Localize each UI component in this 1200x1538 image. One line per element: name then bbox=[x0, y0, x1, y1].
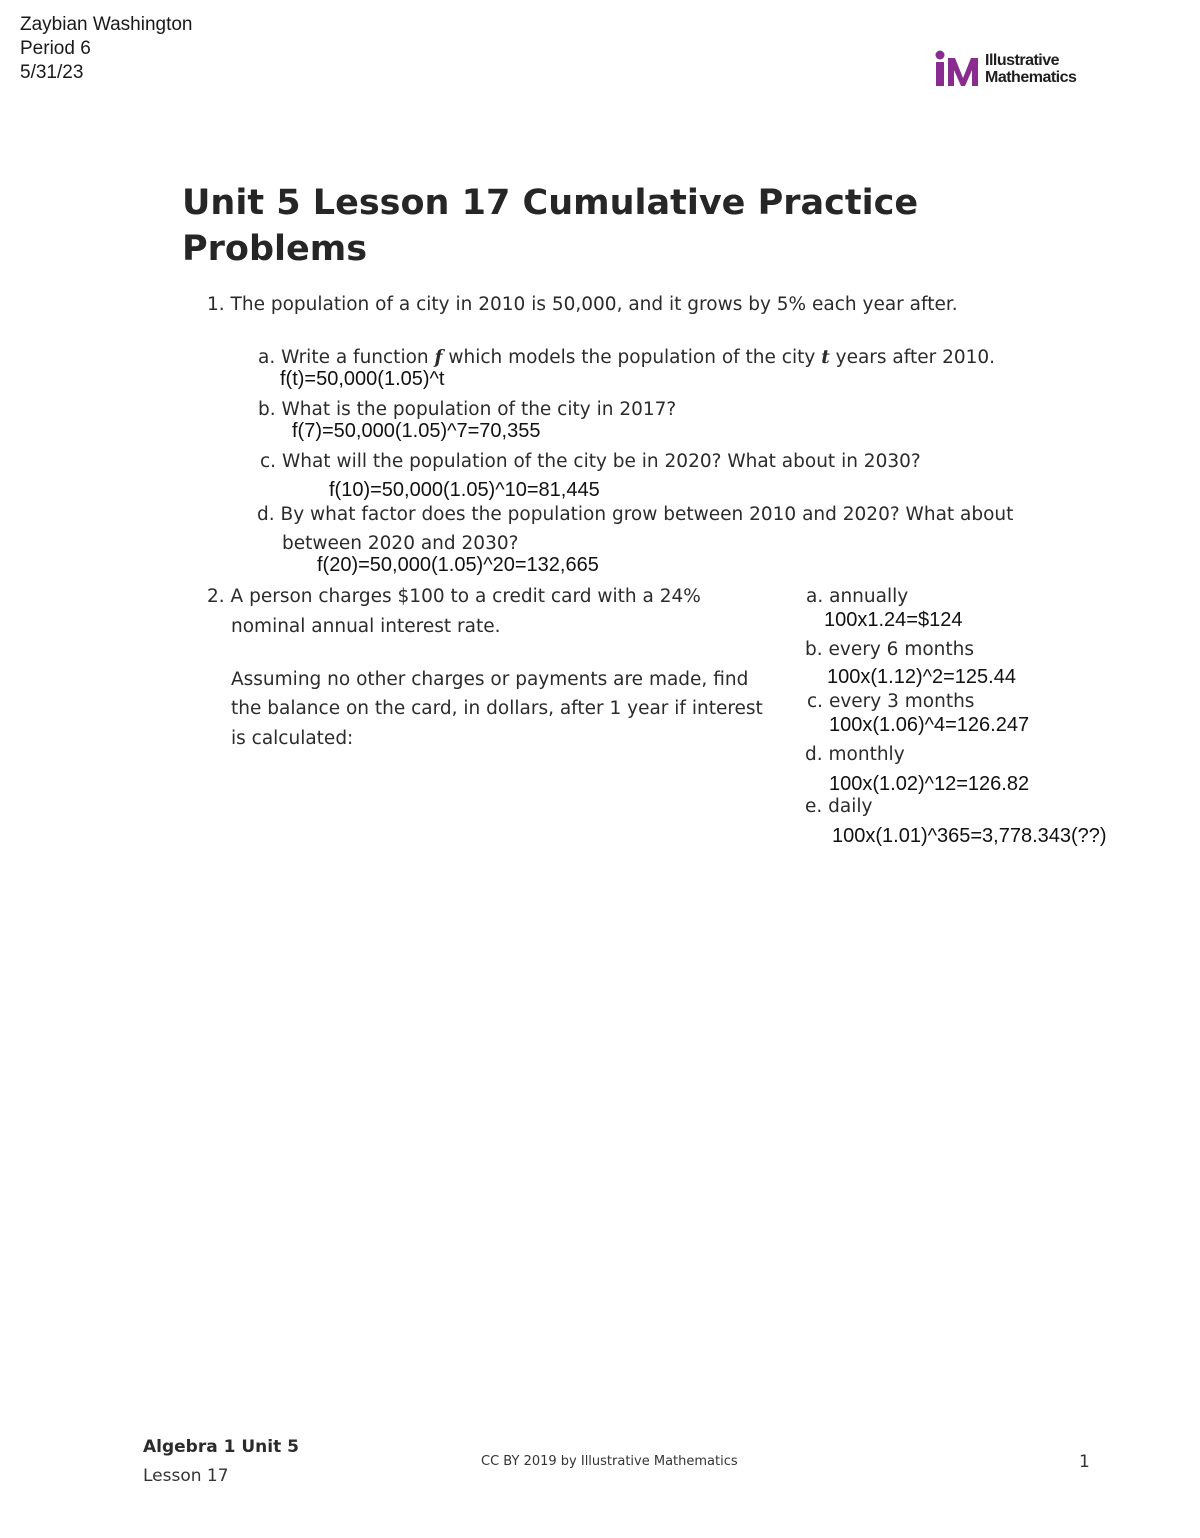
part-text: What is the population of the city in 2017? bbox=[281, 399, 677, 420]
answer-2b: 100x(1.12)^2=125.44 bbox=[827, 666, 1016, 688]
problem-1c bbox=[260, 449, 921, 475]
part-text: By what factor does the population grow between 2010 and 2020? What about bbox=[280, 504, 1014, 525]
part-text: every 3 months bbox=[828, 691, 975, 712]
part-label: c. bbox=[807, 691, 824, 712]
answer-2e: 100x(1.01)^365=3,778.343(??) bbox=[832, 825, 1107, 847]
part-label: d. bbox=[805, 744, 823, 765]
footer-lesson: Lesson 17 bbox=[143, 1466, 229, 1486]
logo-line-2: Mathematics bbox=[985, 69, 1077, 86]
assignment-date: 5/31/23 bbox=[20, 62, 84, 83]
answer-1b: f(7)=50,000(1.05)^7=70,355 bbox=[292, 420, 541, 442]
problem-2-line-2: nominal annual interest rate. bbox=[231, 616, 501, 637]
part-text: years after 2010. bbox=[835, 347, 996, 368]
part-text: which models the population of the city bbox=[448, 347, 816, 368]
problem-2e bbox=[805, 794, 872, 820]
problem-2 bbox=[207, 584, 701, 610]
problem-2-para-line-3: is calculated: bbox=[231, 728, 354, 749]
answer-1a: f(t)=50,000(1.05)^t bbox=[280, 368, 445, 390]
logo-line-1: Illustrative bbox=[985, 52, 1060, 69]
problem-1-text: The population of a city in 2010 is 50,000, and it grows by 5% each year after. bbox=[230, 294, 958, 315]
part-text: daily bbox=[828, 796, 873, 817]
answer-1c: f(10)=50,000(1.05)^10=81,445 bbox=[329, 479, 600, 501]
student-period: Period 6 bbox=[20, 38, 91, 59]
page-title: Unit 5 Lesson 17 Cumulative Practice Problems bbox=[182, 183, 919, 269]
part-text: every 6 months bbox=[828, 639, 974, 660]
page-number: 1 bbox=[1079, 1452, 1090, 1472]
problem-2-text: A person charges $100 to a credit card with a 24% bbox=[230, 586, 701, 607]
part-text: What will the population of the city be in 2020? What about in 2030? bbox=[281, 451, 921, 472]
part-label: d. bbox=[257, 504, 275, 525]
part-text: monthly bbox=[828, 744, 905, 765]
problem-2-para-line-2: the balance on the card, in dollars, after 1 year if interest bbox=[231, 698, 763, 719]
problem-2-number: 2. bbox=[207, 586, 225, 607]
part-label: a. bbox=[258, 347, 276, 368]
problem-2-para-line-1: Assuming no other charges or payments are made, find bbox=[231, 669, 749, 690]
problem-1d bbox=[257, 502, 1013, 528]
part-text: Write a function bbox=[281, 347, 429, 368]
part-label: c. bbox=[260, 451, 277, 472]
problem-2c bbox=[807, 689, 974, 715]
problem-1 bbox=[207, 292, 958, 318]
im-logo-mark-icon bbox=[933, 50, 983, 88]
answer-1d: f(20)=50,000(1.05)^20=132,665 bbox=[317, 554, 599, 576]
part-label: e. bbox=[805, 796, 823, 817]
part-label: b. bbox=[258, 399, 276, 420]
part-label: a. bbox=[806, 586, 824, 607]
student-name: Zaybian Washington bbox=[20, 14, 193, 35]
problem-1-number: 1. bbox=[207, 294, 225, 315]
problem-2a bbox=[806, 584, 908, 610]
variable-t: t bbox=[821, 347, 830, 368]
problem-2d bbox=[805, 742, 905, 768]
problem-1d-line-2: between 2020 and 2030? bbox=[282, 533, 519, 554]
part-text: annually bbox=[829, 586, 909, 607]
illustrative-mathematics-logo bbox=[933, 50, 1103, 90]
answer-2d: 100x(1.02)^12=126.82 bbox=[829, 773, 1030, 795]
answer-2a: 100x1.24=$124 bbox=[824, 609, 963, 631]
problem-2b bbox=[805, 637, 974, 663]
answer-2c: 100x(1.06)^4=126.247 bbox=[829, 714, 1030, 736]
footer-course: Algebra 1 Unit 5 bbox=[143, 1437, 299, 1457]
part-label: b. bbox=[805, 639, 823, 660]
variable-f: f bbox=[434, 347, 443, 368]
footer-license: CC BY 2019 by Illustrative Mathematics bbox=[481, 1454, 738, 1469]
